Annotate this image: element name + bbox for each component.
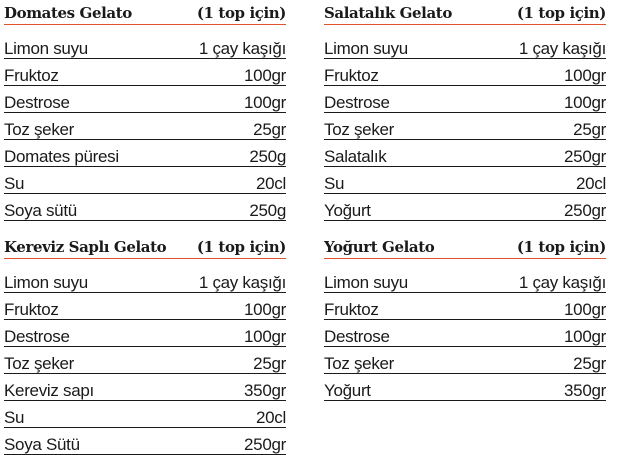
ingredient-row <box>324 321 606 347</box>
ingredient-row <box>324 168 606 194</box>
ingredient-name: Soya sütü <box>4 201 77 220</box>
ingredient-name: Soya Sütü <box>4 435 80 454</box>
recipe-title: Domates Gelato <box>4 4 132 22</box>
ingredient-amount: 1 çay kaşığı <box>518 39 606 58</box>
ingredient-name: Fruktoz <box>324 300 379 319</box>
ingredient-amount: 100gr <box>244 93 286 112</box>
ingredient-row <box>324 114 606 140</box>
ingredient-list <box>324 33 606 221</box>
recipe-serving: (1 top için) <box>516 238 606 256</box>
recipe-block <box>4 0 286 221</box>
ingredient-row <box>324 195 606 221</box>
recipe-block <box>324 234 606 401</box>
ingredient-amount: 100gr <box>564 93 606 112</box>
ingredient-name: Destrose <box>4 93 70 112</box>
recipe-serving: (1 top için) <box>196 238 286 256</box>
ingredient-list <box>324 267 606 401</box>
ingredient-name: Limon suyu <box>324 39 408 58</box>
ingredient-amount: 20cl <box>576 174 606 193</box>
ingredient-amount: 1 çay kaşığı <box>198 39 286 58</box>
ingredient-amount: 250gr <box>244 435 286 454</box>
ingredient-name: Fruktoz <box>4 66 59 85</box>
ingredient-amount: 250g <box>249 147 286 166</box>
ingredient-row <box>4 195 286 221</box>
ingredient-amount: 1 çay kaşığı <box>198 273 286 292</box>
recipe-title: Salatalık Gelato <box>324 4 452 22</box>
ingredient-row <box>4 429 286 455</box>
recipe-serving: (1 top için) <box>516 4 606 22</box>
ingredient-row <box>324 33 606 59</box>
ingredient-amount: 350gr <box>564 381 606 400</box>
ingredient-row <box>324 267 606 293</box>
ingredient-amount: 100gr <box>564 66 606 85</box>
ingredient-row <box>4 33 286 59</box>
ingredient-name: Toz şeker <box>4 354 75 373</box>
ingredient-name: Toz şeker <box>4 120 75 139</box>
ingredient-list <box>4 33 286 221</box>
ingredient-amount: 100gr <box>244 300 286 319</box>
recipe-title: Kereviz Saplı Gelato <box>4 238 167 256</box>
recipe-header <box>4 0 286 25</box>
ingredient-list <box>4 267 286 455</box>
ingredient-amount: 25gr <box>253 354 286 373</box>
recipe-header <box>324 234 606 259</box>
ingredient-name: Limon suyu <box>324 273 408 292</box>
ingredient-name: Limon suyu <box>4 39 88 58</box>
ingredient-amount: 25gr <box>573 120 606 139</box>
ingredient-name: Toz şeker <box>324 354 395 373</box>
ingredient-row <box>4 375 286 401</box>
recipe-serving: (1 top için) <box>196 4 286 22</box>
ingredient-name: Fruktoz <box>324 66 379 85</box>
ingredient-name: Su <box>4 174 25 193</box>
ingredient-row <box>4 402 286 428</box>
ingredient-name: Destrose <box>4 327 70 346</box>
ingredient-name: Yoğurt <box>324 381 371 400</box>
ingredient-amount: 350gr <box>244 381 286 400</box>
ingredient-row <box>4 294 286 320</box>
ingredient-row <box>324 294 606 320</box>
ingredient-row <box>4 87 286 113</box>
ingredient-name: Destrose <box>324 327 390 346</box>
recipe-header <box>4 234 286 259</box>
ingredient-row <box>4 348 286 374</box>
ingredient-row <box>324 60 606 86</box>
ingredient-row <box>324 348 606 374</box>
ingredient-amount: 100gr <box>564 300 606 319</box>
ingredient-name: Limon suyu <box>4 273 88 292</box>
ingredient-amount: 100gr <box>244 327 286 346</box>
recipe-block <box>4 234 286 455</box>
ingredient-row <box>4 114 286 140</box>
ingredient-name: Yoğurt <box>324 201 371 220</box>
ingredient-amount: 250gr <box>564 147 606 166</box>
ingredient-name: Toz şeker <box>324 120 395 139</box>
ingredient-row <box>324 87 606 113</box>
ingredient-name: Kereviz sapı <box>4 381 94 400</box>
ingredient-amount: 20cl <box>256 174 286 193</box>
ingredient-amount: 250gr <box>564 201 606 220</box>
ingredient-row <box>4 168 286 194</box>
ingredient-amount: 250g <box>249 201 286 220</box>
ingredient-name: Salatalık <box>324 147 387 166</box>
recipe-title: Yoğurt Gelato <box>324 238 435 256</box>
ingredient-amount: 1 çay kaşığı <box>518 273 606 292</box>
ingredient-name: Su <box>4 408 25 427</box>
ingredient-amount: 100gr <box>564 327 606 346</box>
ingredient-name: Domates püresi <box>4 147 119 166</box>
recipe-block <box>324 0 606 221</box>
ingredient-amount: 100gr <box>244 66 286 85</box>
ingredient-amount: 25gr <box>253 120 286 139</box>
ingredient-row <box>4 321 286 347</box>
ingredient-row <box>4 141 286 167</box>
ingredient-row <box>4 60 286 86</box>
ingredient-name: Destrose <box>324 93 390 112</box>
ingredient-row <box>4 267 286 293</box>
ingredient-amount: 25gr <box>573 354 606 373</box>
ingredient-row <box>324 141 606 167</box>
ingredient-name: Su <box>324 174 345 193</box>
ingredient-name: Fruktoz <box>4 300 59 319</box>
recipe-header <box>324 0 606 25</box>
ingredient-row <box>324 375 606 401</box>
ingredient-amount: 20cl <box>256 408 286 427</box>
